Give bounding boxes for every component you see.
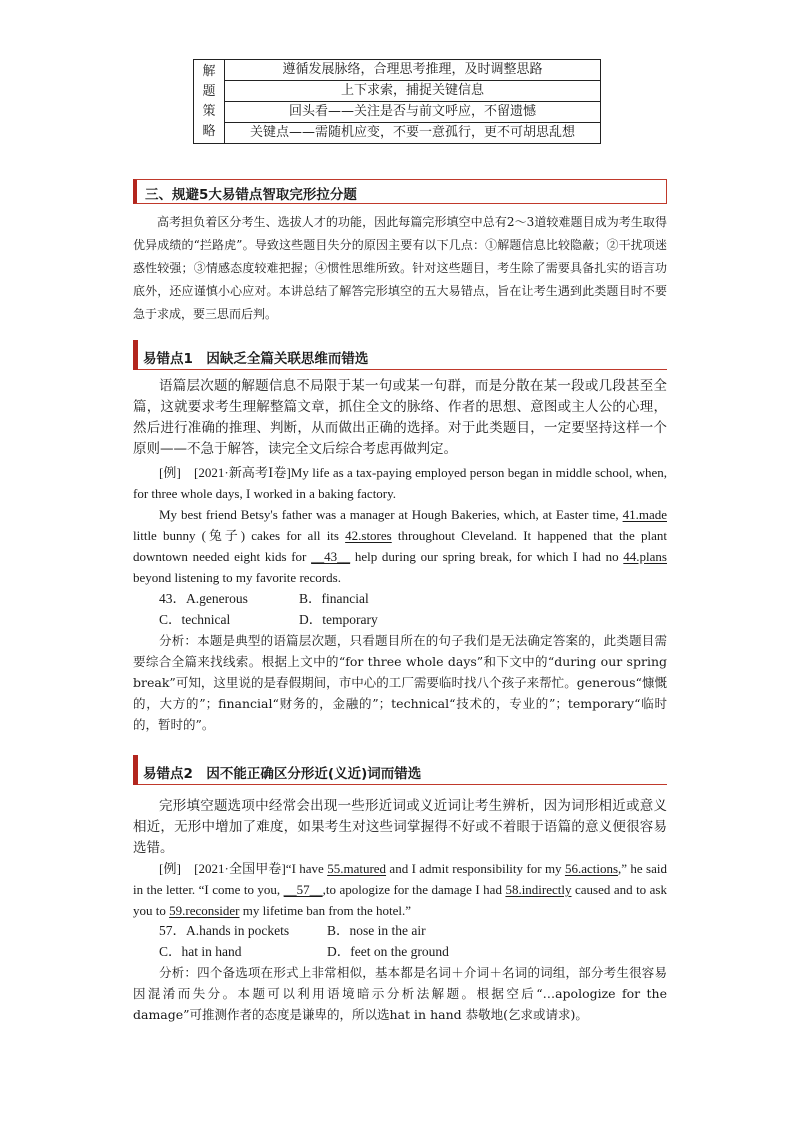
underlined-word: 55.matured [327, 861, 387, 876]
section-intro: 高考担负着区分考生、选拔人才的功能，因此每篇完形填空中总有2～3道较难题目成为考生取得优异成绩的“拦路虎”。导致这些题目失分的原因主要有以下几点：①解题信息比较隐蔽；②干扰项迷惑性较强；③情感态度较难把握；④惯性思维所致。针对这些题目，考生除了需要具备扎实的语言功底外，还应谨慎小心应对。本讲总结了解答完形填空的五大易错点，旨在让考生遇到此类题目时不要急于求成，要三思而后判。 [133, 215, 667, 321]
example-paragraph: [例] [2021·全国甲卷]“I have 55.matured and I admit responsibility for my 56.actions,” he said in the letter. “I come to you, __57__,to apologize for the damage I had 58.indirectly caused and to ask you to 59.reconsider my lifetime ban from the hotel.” [133, 861, 667, 918]
option: 57．A.hands in pockets [159, 923, 290, 938]
error-point-1-header [133, 340, 667, 370]
answer-options [133, 588, 667, 630]
answer-blank: __43__ [311, 549, 351, 564]
error-point-2-header [133, 755, 667, 785]
underlined-word: 59.reconsider [169, 903, 240, 918]
option: 43．A.generous [159, 591, 248, 606]
example-tag: [例] [2021·全国甲卷] [159, 861, 286, 876]
section-header [133, 179, 667, 204]
example-paragraph: [例] [2021·新高考Ⅰ卷]My life as a tax-paying employed person began in middle school, when, for three whole days, I worked in a baking factory. [133, 465, 668, 501]
analysis-text: 分析：本题是典型的语篇层次题，只看题目所在的句子我们是无法确定答案的，此类题目需要综合全篇来找线索。根据上文中的“for three whole days”和下文中的“during our spring break”可知，这里说的是春假期间，市中心的工厂需要临时找八个孩子来帮忙。generous“慷慨的，大方的”；financial“财务的，金融的”；technical“技术的，专业的”；temporary“临时的，暂时的”。 [133, 633, 667, 732]
example-paragraph: My best friend Betsy's father was a manager at Hough Bakeries, which, at Easter time, 41.made little bunny (兔子) cakes for all its 42.stores throughout Cleveland. It happened that the plant downtown needed eight kids for __43__ help during our spring break, for which I had no 44.plans beyond listening to my favorite records. [133, 507, 667, 585]
error-point-title: 易错点1 因缺乏全篇关联思维而错选 [143, 351, 369, 367]
error-point-description: 完形填空题选项中经常会出现一些形近词或义近词让考生辨析，因为词形相近或意义相近，无形中增加了难度，如果考生对这些词掌握得不好或不着眼于语篇的意义便很容易选错。 [133, 798, 667, 856]
label-char: 略 [202, 123, 216, 139]
option: B．nose in the air [327, 923, 426, 938]
label-char: 题 [202, 83, 216, 99]
strategy-label [194, 60, 225, 144]
underlined-word: 41.made [622, 507, 667, 522]
underlined-word: 44.plans [623, 549, 667, 564]
section-title: 三、规避5大易错点智取完形拉分题 [145, 187, 357, 203]
analysis-text: 分析：四个备选项在形式上非常相似，基本都是名词＋介词＋名词的词组，部分考生很容易因混淆而失分。本题可以利用语境暗示分析法解题。根据空后“…apologize for the damage”可推测作者的态度是谦卑的，所以选hat in hand 恭敬地(乞求或请求)。 [133, 965, 667, 1022]
error-point-description: 语篇层次题的解题信息不局限于某一句或某一句群，而是分散在某一段或几段甚至全篇，这就要求考生理解整篇文章，抓住全文的脉络、作者的思想、意图或主人公的心理，然后进行准确的推理、判断，从而做出正确的选择。对于此类题目，一定要坚持这样一个原则——不急于解答，读完全文后综合考虑再做判定。 [133, 378, 667, 457]
option: C．technical [159, 612, 231, 627]
option: C．hat in hand [159, 944, 242, 959]
strategy-row: 上下求索，捕捉关键信息 [225, 81, 601, 102]
strategy-table [193, 59, 601, 144]
option: D．feet on the ground [327, 944, 449, 959]
underlined-word: 58.indirectly [505, 882, 572, 897]
strategy-row: 回头看——关注是否与前文呼应，不留遗憾 [225, 102, 601, 123]
answer-options [133, 920, 667, 962]
strategy-row: 关键点——需随机应变，不要一意孤行，更不可胡思乱想 [225, 123, 601, 144]
option: D．temporary [299, 612, 378, 627]
example-tag: [例] [2021·新高考Ⅰ卷] [159, 465, 291, 480]
underlined-word: 42.stores [345, 528, 392, 543]
error-point-title: 易错点2 因不能正确区分形近(义近)词而错选 [143, 766, 422, 782]
label-char: 解 [202, 63, 216, 79]
label-char: 策 [202, 103, 216, 119]
option: B．financial [299, 591, 369, 606]
answer-blank: __57__ [283, 882, 323, 897]
strategy-row: 遵循发展脉络，合理思考推理，及时调整思路 [225, 60, 601, 81]
underlined-word: 56.actions [564, 861, 619, 876]
